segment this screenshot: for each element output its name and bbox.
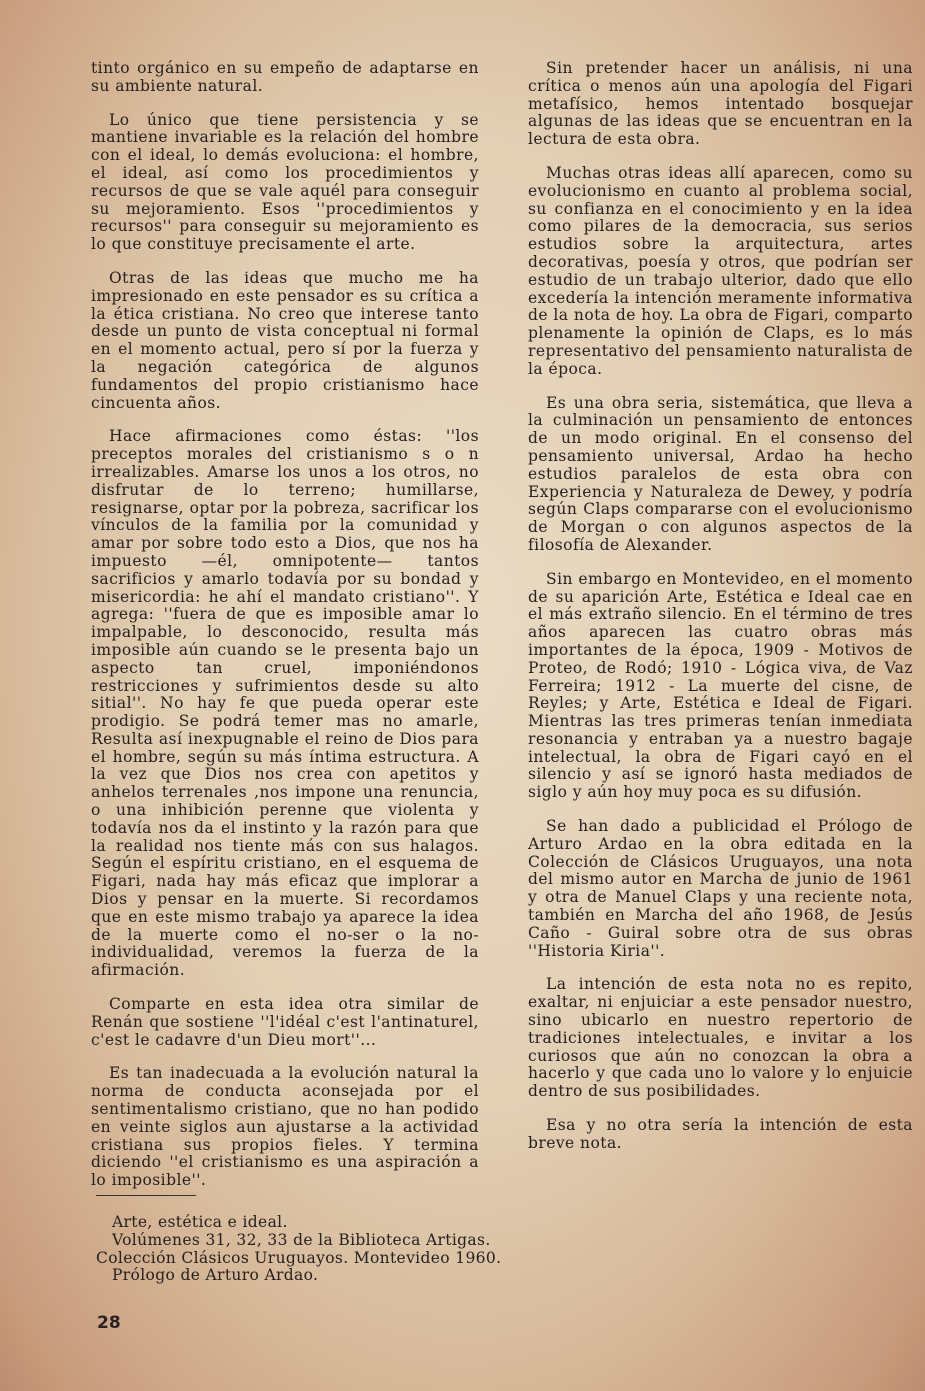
paragraph: Sin embargo en Montevideo, en el momento de su aparición Arte, Estética e Ideal cae en el más extraño silencio. En el término de tres años aparecen las cuatro obras más importantes de la época, 1909 - Motivos de Proteo, de Rodó; 1910 - Lógica viva, de Vaz Ferreira; 1912 - La muerte del cisne, de Reyles; y Arte, Estética e Ideal de Figari. Mientras las tres primeras tenían inmediata resonancia y entraban ya a nuestro bagaje intelectual, la obra de Figari cayó en el silencio y así se ignoró hasta mediados de siglo y aún hoy muy poca es su difusión. xyxy=(528,569,913,802)
footnote-line: Colección Clásicos Uruguayos. Montevideo 1960. xyxy=(96,1248,502,1267)
paragraph: Se han dado a publicidad el Prólogo de Arturo Ardao en la obra editada en la Colección de Clásicos Uruguayos, una nota del mismo autor en Marcha de junio de 1961 y otra de Manuel Claps y una reciente nota, también en Marcha del año 1968, de Jesús Caño - Guiral sobre otra de sus obras ''Historia Kiria''. xyxy=(528,817,913,960)
footnote-line: Volúmenes 31, 32, 33 de la Biblioteca Artigas. xyxy=(112,1230,491,1249)
paragraph: Muchas otras ideas allí aparecen, como su evolucionismo en cuanto al problema social, su confianza en el conocimiento y en la idea como pilares de la democracia, sus serios estudios sobre la arquitectura, artes decorativas, poesía y otros, que podrían ser estudio de un trabajo ulterior, dado que ello excedería la intención meramente informativa de la nota de hoy. La obra de Figari, comparto plenamente la opinión de Claps, es lo más representativo del pensamiento naturalista de la época. xyxy=(528,163,913,378)
paragraph: Lo único que tiene persistencia y se mantiene invariable es la relación del hombre con el ideal, lo demás evoluciona: el hombre, el ideal, así como los procedimientos y recursos de que se vale aquél para conseguir su mejoramiento. Esos ''procedimientos y recursos'' para conseguir su mejoramiento es lo que constituye precisamente el arte. xyxy=(91,110,479,254)
paragraph: tinto orgánico en su empeño de adaptarse en su ambiente natural. xyxy=(91,59,479,95)
paragraph: Hace afirmaciones como éstas: ''los preceptos morales del cristianismo s o n irrealizables. Amarse los unos a los otros, no disfrutar de lo terreno; humillarse, resignarse, optar por la pobreza, sacrificar los vínculos de la familia por la comunidad y amar por sobre todo esto a Dios, que nos ha impuesto —él, omnipotente— tantos sacrificios y amarlo todavía por su bondad y misericordia: he ahí el mandato cristiano''. Y agrega: ''fuera de que es imposible amar lo impalpable, lo desconocido, resulta más imposible aún cuando se le presenta bajo un aspecto tan cruel, imponiéndonos restricciones y sufrimientos desde su alto sitial''. No hay fe que pueda operar este prodigio. Se podrá temer mas no amarle, Resulta así inexpugnable el reino de Dios para el hombre, según su más íntima estructura. A la vez que Dios nos crea con apetitos y anhelos terrenales ,nos impone una renuncia, o una inhibición perenne que violenta y todavía nos da el instinto y la razón para que la realidad nos tiente más con sus halagos. Según el espíritu cristiano, en el esquema de Figari, nada hay más eficaz que implorar a Dios y pensar en la muerte. Si recordamos que en este mismo trabajo ya aparece la idea de la muerte como el no-ser o la no-individualidad, veremos la fuerza de la afirmación. xyxy=(91,427,479,980)
footnote-line: Prólogo de Arturo Ardao. xyxy=(112,1266,319,1285)
footnote-line: Arte, estética e ideal. xyxy=(112,1213,288,1231)
footnote-divider xyxy=(96,1195,196,1196)
page-number: 28 xyxy=(97,1313,121,1333)
paragraph: Comparte en esta idea otra similar de Renán que sostiene ''l'idéal c'est l'antinaturel, c'est le cadavre d'un Dieu mort''... xyxy=(91,995,479,1049)
paragraph: Sin pretender hacer un análisis, ni una crítica o menos aún una apología del Figari metafísico, hemos intentado bosquejar algunas de las ideas que se encuentran en la lectura de esta obra. xyxy=(528,59,913,149)
paragraph: Esa y no otra sería la intención de esta breve nota. xyxy=(528,1116,913,1152)
right-column xyxy=(528,60,913,1169)
paragraph: Otras de las ideas que mucho me ha impresionado en este pensador es su crítica a la ética cristiana. No creo que interese tanto desde un punto de vista conceptual ni formal en el momento actual, pero sí por la fuerza y la negación categórica de algunos fundamentos del propio cristianismo hace cincuenta años. xyxy=(91,268,479,412)
paragraph: Es tan inadecuada a la evolución natural la norma de conducta aconsejada por el sentimentalismo cristiano, que no han podido en veinte siglos aun ajustarse a la actividad cristiana sus propios fieles. Y termina diciendo ''el cristianismo es una aspiración a lo imposible''. xyxy=(91,1064,479,1190)
footnote xyxy=(96,1213,502,1285)
paragraph: La intención de esta nota no es repito, exaltar, ni enjuiciar a este pensador nuestro, sino ubicarlo en nuestro repertorio de tradiciones intelectuales, e invitar a los curiosos que aún no conozcan la obra a hacerlo y que cada uno lo valore y lo enjuicie dentro de sus posibilidades. xyxy=(528,975,913,1101)
left-column xyxy=(91,60,479,1206)
paragraph: Es una obra seria, sistemática, que lleva a la culminación un pensamiento de entonces de un modo original. En el consenso del pensamiento universal, Ardao ha hecho estudios paralelos de esta obra con Experiencia y Naturaleza de Dewey, y podría según Claps compararse con el evolucionismo de Morgan o con algunos aspectos de la filosofía de Alexander. xyxy=(528,393,913,554)
